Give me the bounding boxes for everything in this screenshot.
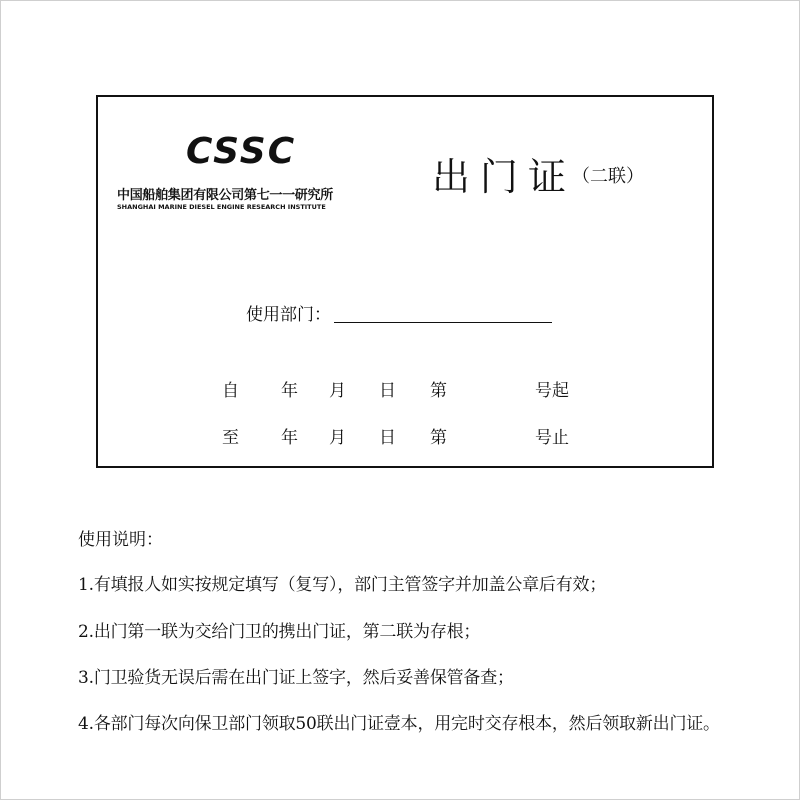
- row1-end: 号起: [535, 381, 569, 401]
- instructions-title: 使用说明：: [78, 530, 163, 550]
- company-name-en: SHANGHAI MARINE DIESEL ENGINE RESEARCH INSTITUTE: [117, 203, 326, 211]
- row2-no: 第: [430, 428, 447, 448]
- row1-month: 月: [329, 381, 346, 401]
- row2-start: 至: [222, 428, 239, 448]
- company-name-cn: 中国船舶集团有限公司第七一一研究所: [117, 188, 333, 203]
- row1-no: 第: [430, 381, 447, 401]
- instruction-item-1: 1.有填报人如实按规定填写（复写），部门主管签字并加盖公章后有效；: [78, 575, 607, 595]
- department-field-line: [334, 322, 552, 323]
- form-title: 出门证: [432, 155, 577, 199]
- instruction-item-2: 2.出门第一联为交给门卫的携出门证，第二联为存根；: [78, 622, 481, 642]
- form-subtitle: （二联）: [572, 166, 644, 187]
- row2-end: 号止: [535, 428, 569, 448]
- row2-year: 年: [281, 428, 298, 448]
- row1-start: 自: [222, 381, 239, 401]
- instruction-item-3: 3.门卫验货无误后需在出门证上签字，然后妥善保管备查；: [78, 668, 514, 688]
- row2-day: 日: [379, 428, 396, 448]
- instruction-item-4: 4.各部门每次向保卫部门领取50联出门证壹本，用完时交存根本，然后领取新出门证。: [78, 714, 720, 734]
- row1-day: 日: [379, 381, 396, 401]
- cssc-logo: CSSC: [186, 131, 297, 172]
- row1-year: 年: [281, 381, 298, 401]
- department-label: 使用部门：: [246, 305, 331, 325]
- row2-month: 月: [329, 428, 346, 448]
